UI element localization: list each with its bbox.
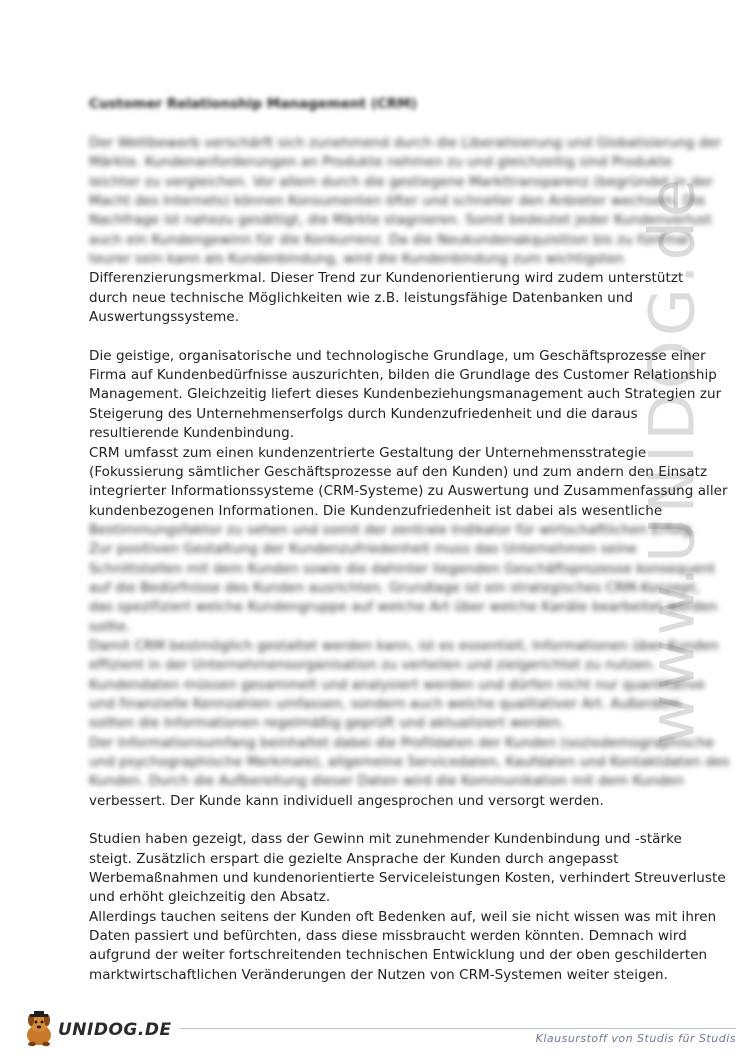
document-title: Customer Relationship Management (CRM) xyxy=(89,96,417,112)
text-line: Werbemaßnahmen und kundenorientierte Serviceleistungen Kosten, verhindert Streuverluste xyxy=(89,870,726,887)
text-line: Steigerung des Unternehmenserfolgs durch Kundenzufriedenheit und die daraus xyxy=(89,405,638,422)
text-line: Macht des Internets) können Konsumenten öfter und schneller den Anbieter wechseln. Die xyxy=(89,193,706,210)
text-line: Schnittstellen mit dem Kunden sowie die dahinter liegenden Geschäftsprozesse konsequent xyxy=(89,560,716,577)
text-line: und erhöht gleichzeitig den Absatz. xyxy=(89,889,331,906)
text-line: Firma auf Kundenbedürfnisse auszurichten, bilden die Grundlage des Customer Relationship xyxy=(89,367,717,384)
footer-tagline: Klausurstoff von Studis für Studis xyxy=(535,1032,736,1045)
dog-mascot-icon xyxy=(22,1009,56,1051)
text-line: Märkte. Kundenanforderungen an Produkte nehmen zu und gleichzeitig sind Produkte xyxy=(89,154,673,171)
text-line: Damit CRM bestmöglich gestaltet werden kann, ist es essentiell, Informationen über Kunden xyxy=(89,637,719,654)
unidog-logo[interactable] xyxy=(22,1010,172,1050)
text-line: Kunden. Durch die Aufbereitung dieser Daten wird die Kommunikation mit dem Kunden xyxy=(89,773,684,790)
text-line: Nachfrage ist nahezu gesättigt, die Märkte stagnieren. Somit bedeutet jeder Kundenverlust xyxy=(89,212,712,229)
text-line: kundenbezogenen Informationen. Die Kundenzufriedenheit ist dabei als wesentliche xyxy=(89,502,663,519)
watermark: www.UNIDOG.de xyxy=(635,175,709,745)
text-line: sollten die Informationen regelmäßig geprüft und aktualisiert werden. xyxy=(89,715,565,732)
text-line: auch ein Kundengewinn für die Konkurrenz. Da die Neukundenakquisition bis zu fünfmal xyxy=(89,231,690,248)
text-line: integrierter Informationssysteme (CRM-Systeme) zu Auswertung und Zusammenfassung aller xyxy=(89,483,728,500)
text-line: Differenzierungsmerkmal. Dieser Trend zur Kundenorientierung wird zudem unterstützt xyxy=(89,270,684,287)
text-line: Kundendaten müssen gesammelt und analysiert werden und dürfen nicht nur quantitative xyxy=(89,676,705,693)
text-line: aufgrund der weiter fortschreitenden technischen Entwicklung und der oben geschilderten xyxy=(89,947,708,964)
logo-text: UNIDOG.DE xyxy=(58,1020,172,1040)
text-line: das spezifiziert welche Kundengruppe auf welche Art über welche Kanäle bearbeitet werden xyxy=(89,599,718,616)
text-line: durch neue technische Möglichkeiten wie z.B. leistungsfähige Datenbanken und xyxy=(89,289,634,306)
text-line: effizient in der Unternehmensorganisation zu verteilen und zielgerichtet zu nutzen. xyxy=(89,657,657,674)
text-line: teurer sein kann als Kundenbindung, wird die Kundenbindung zum wichtigsten xyxy=(89,251,624,268)
text-line: CRM umfasst zum einen kundenzentrierte Gestaltung der Unternehmensstrategie xyxy=(89,444,647,461)
text-line: Management. Gleichzeitig liefert dieses Kundenbeziehungsmanagement auch Strategien zur xyxy=(89,386,722,403)
text-line: Die geistige, organisatorische und technologische Grundlage, um Geschäftsprozesse einer xyxy=(89,347,706,364)
text-line: resultierende Kundenbindung. xyxy=(89,425,295,442)
text-line: Der Informationsumfang beinhaltet dabei die Profildaten der Kunden (soziodemographische xyxy=(89,734,715,751)
text-line: Bestimmungsfaktor zu sehen und somit der zentrale Indikator für wirtschaftlichen Erfolg. xyxy=(89,521,696,538)
text-line: Der Wettbewerb verschärft sich zunehmend durch die Liberalisierung und Globalisierung der xyxy=(89,135,722,151)
text-line: Zur positiven Gestaltung der Kundenzufriedenheit muss das Unternehmen seine xyxy=(89,541,637,558)
text-line: leichter zu vergleichen. Vor allem durch die gestiegene Markttransparenz (begründet in der xyxy=(89,173,714,190)
text-line: marktwirtschaftlichen Veränderungen der Nutzen von CRM-Systemen weiter steigen. xyxy=(89,966,668,983)
text-line: steigt. Zusätzlich erspart die gezielte Ansprache der Kunden durch angepasst xyxy=(89,850,619,867)
text-line: verbessert. Der Kunde kann individuell angesprochen und versorgt werden. xyxy=(89,792,604,809)
paragraph-gap xyxy=(89,811,674,830)
paragraph-gap xyxy=(89,327,674,346)
document-body xyxy=(89,134,730,985)
footer-divider xyxy=(180,1028,736,1029)
text-line: (Fokussierung sämtlicher Geschäftsprozesse auf den Kunden) und zum andern den Einsatz xyxy=(89,463,708,480)
text-line: auf die Bedürfnisse des Kunden ausrichten. Grundlage ist ein strategisches CRM-Konzept, xyxy=(89,579,700,596)
text-line: und finanzielle Kennzahlen umfassen, sondern auch welche qualitativer Art. Außerdem xyxy=(89,695,681,712)
text-line: Daten passiert und befürchten, dass diese missbraucht werden könnten. Demnach wird xyxy=(89,928,687,945)
text-line: Allerdings tauchen seitens der Kunden oft Bedenken auf, weil sie nicht wissen was mit ihren xyxy=(89,908,717,925)
text-line: Studien haben gezeigt, dass der Gewinn mit zunehmender Kundenbindung und -stärke xyxy=(89,831,682,848)
text-line: sollte. xyxy=(89,618,131,635)
text-line: Auswertungssysteme. xyxy=(89,309,240,326)
text-line: und psychographische Merkmale), allgemeine Servicedaten, Kaufdaten und Kontaktdaten des xyxy=(89,754,730,770)
